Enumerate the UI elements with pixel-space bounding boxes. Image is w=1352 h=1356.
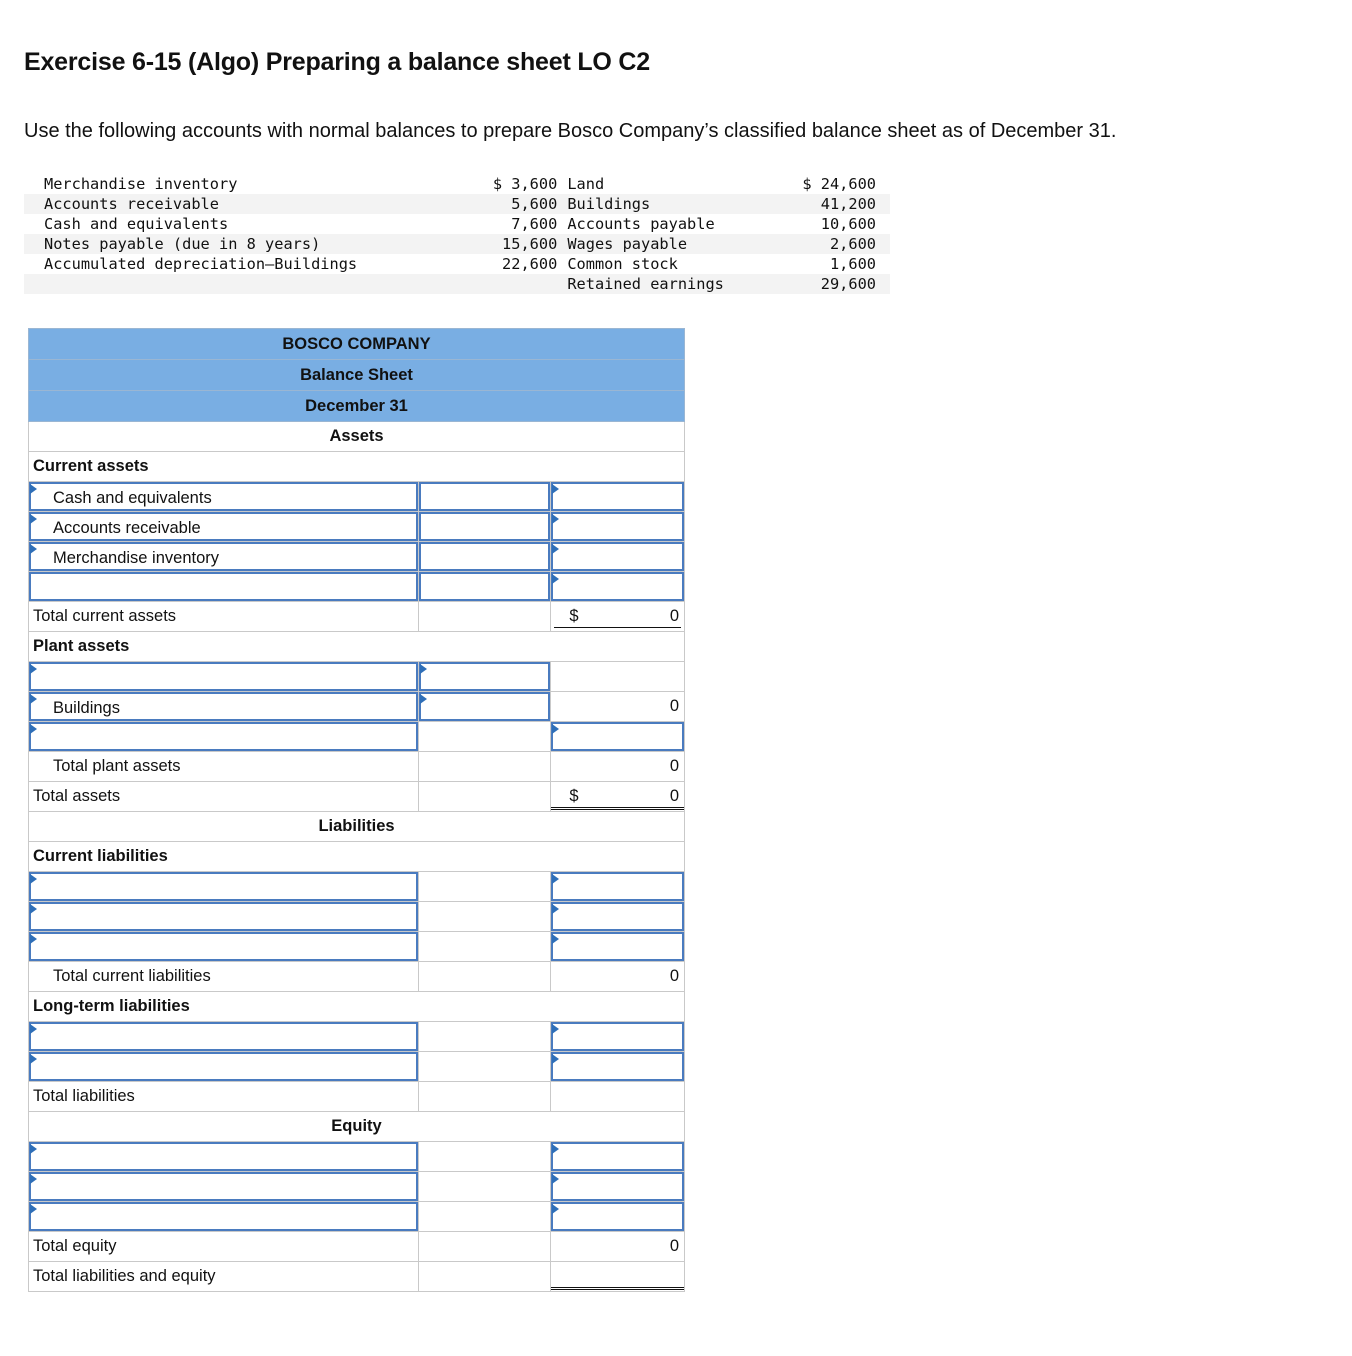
- current-asset-row-4: [29, 572, 685, 602]
- account-name-cell: Wages payable: [567, 234, 802, 254]
- account-name-cell: Common stock: [567, 255, 678, 273]
- total-equity-cell: 0: [551, 1232, 685, 1262]
- account-amount-cell: 22,600: [502, 255, 558, 273]
- plant-assets-label: Plant assets: [29, 632, 685, 662]
- statement-date: December 31: [29, 391, 685, 422]
- account-amount-cell: 15,600: [467, 234, 567, 254]
- equity-row-1: [29, 1142, 685, 1172]
- dropdown-triangle-icon: [30, 664, 37, 674]
- balance-sheet-form: [28, 328, 685, 1292]
- account-amount-cell: 29,600: [802, 274, 890, 294]
- total-current-liabilities-label: Total current liabilities: [29, 962, 419, 992]
- account-row: [24, 174, 890, 194]
- plant-asset-3-total-input[interactable]: [551, 722, 684, 751]
- plant-asset-row-2: [29, 692, 685, 722]
- current-asset-2-total-input[interactable]: [551, 512, 684, 541]
- account-name-cell: Retained earnings: [567, 274, 802, 294]
- current-asset-row-1: [29, 482, 685, 512]
- current-asset-4-total-input[interactable]: [551, 572, 684, 601]
- dropdown-triangle-icon: [30, 1174, 37, 1184]
- dropdown-triangle-icon: [30, 904, 37, 914]
- equity-1-account-select[interactable]: [29, 1142, 418, 1171]
- long-term-liability-1-account-select[interactable]: [29, 1022, 418, 1051]
- account-amount-cell: 41,200: [802, 194, 890, 214]
- dropdown-triangle-icon: [552, 934, 559, 944]
- dropdown-triangle-icon: [552, 514, 559, 524]
- dropdown-triangle-icon: [552, 874, 559, 884]
- assets-heading: Assets: [29, 422, 685, 452]
- company-name: BOSCO COMPANY: [29, 329, 685, 360]
- plant-asset-2-amount-input[interactable]: [419, 692, 551, 721]
- equity-row-3: [29, 1202, 685, 1232]
- dropdown-triangle-icon: [30, 934, 37, 944]
- dropdown-triangle-icon: [30, 694, 37, 704]
- statement-title: Balance Sheet: [29, 360, 685, 391]
- current-liability-row-1: [29, 872, 685, 902]
- account-row: [24, 254, 890, 274]
- current-assets-label: Current assets: [29, 452, 685, 482]
- dropdown-triangle-icon: [552, 1024, 559, 1034]
- total-liabilities-label: Total liabilities: [29, 1082, 419, 1112]
- instructions: Use the following accounts with normal balances to prepare Bosco Company’s classified balance sheet as of December 31.: [24, 120, 1117, 142]
- net-buildings-cell: 0: [551, 692, 685, 722]
- account-amount-cell: 5,600: [467, 194, 567, 214]
- current-liability-row-2: [29, 902, 685, 932]
- total-plant-assets-cell: 0: [551, 752, 685, 782]
- current-asset-1-amount-input[interactable]: [419, 482, 551, 511]
- account-row: [24, 214, 890, 234]
- account-row: [24, 234, 890, 254]
- equity-3-account-select[interactable]: [29, 1202, 418, 1231]
- account-name-cell: Accumulated depreciation—Buildings: [44, 255, 358, 273]
- account-amount-cell: 7,600: [511, 215, 558, 233]
- dropdown-triangle-icon: [552, 574, 559, 584]
- total-liabilities-equity-label: Total liabilities and equity: [29, 1262, 419, 1292]
- current-liability-1-amount-input[interactable]: [551, 872, 684, 901]
- equity-row-2: [29, 1172, 685, 1202]
- total-current-assets-label: Total current assets: [29, 602, 419, 632]
- account-name-cell: Cash and equivalents: [44, 215, 229, 233]
- account-amount-cell: 2,600: [802, 234, 890, 254]
- current-asset-1-total-input[interactable]: [551, 482, 684, 511]
- total-current-assets-cell: $ 0: [551, 602, 685, 632]
- dropdown-triangle-icon: [552, 544, 559, 554]
- accounts-table: [24, 174, 890, 294]
- current-liabilities-label: Current liabilities: [29, 842, 685, 872]
- account-name-cell: [24, 274, 467, 294]
- dropdown-triangle-icon: [30, 484, 37, 494]
- account-name-cell: Merchandise inventory: [44, 175, 238, 193]
- dropdown-triangle-icon: [30, 514, 37, 524]
- equity-3-amount-input[interactable]: [551, 1202, 684, 1231]
- current-asset-3-amount-input[interactable]: [419, 542, 551, 571]
- account-row: [24, 274, 890, 294]
- long-term-liability-row-2: [29, 1052, 685, 1082]
- dropdown-triangle-icon: [552, 904, 559, 914]
- total-assets-cell: $ 0: [551, 782, 685, 812]
- account-amount-cell: [467, 274, 567, 294]
- dropdown-triangle-icon: [30, 1144, 37, 1154]
- current-liability-2-amount-input[interactable]: [551, 902, 684, 931]
- current-asset-3-account-select[interactable]: Merchandise inventory: [29, 542, 418, 571]
- long-term-liability-2-account-select[interactable]: [29, 1052, 418, 1081]
- total-current-liabilities-cell: 0: [551, 962, 685, 992]
- dropdown-triangle-icon: [552, 484, 559, 494]
- current-asset-row-2: [29, 512, 685, 542]
- dropdown-triangle-icon: [30, 724, 37, 734]
- current-asset-3-total-input[interactable]: [551, 542, 684, 571]
- current-asset-4-account-select[interactable]: [29, 572, 418, 601]
- account-name-cell: Notes payable (due in 8 years): [24, 234, 467, 254]
- dropdown-triangle-icon: [552, 1204, 559, 1214]
- long-term-liability-1-amount-input[interactable]: [551, 1022, 684, 1051]
- plant-asset-2-account-select[interactable]: Buildings: [29, 692, 418, 721]
- total-liabilities-cell: [551, 1082, 685, 1112]
- account-amount-cell: 10,600: [820, 215, 876, 233]
- dropdown-triangle-icon: [420, 664, 427, 674]
- current-liability-row-3: [29, 932, 685, 962]
- long-term-liability-2-amount-input[interactable]: [551, 1052, 684, 1081]
- dropdown-triangle-icon: [30, 1054, 37, 1064]
- account-name-cell: Land: [567, 175, 605, 193]
- long-term-liabilities-label: Long-term liabilities: [29, 992, 685, 1022]
- total-liabilities-equity-cell: [551, 1262, 685, 1292]
- plant-asset-row-1: [29, 662, 685, 692]
- liabilities-heading: Liabilities: [29, 812, 685, 842]
- account-name-cell: Buildings: [567, 194, 802, 214]
- current-liability-3-account-select[interactable]: [29, 932, 418, 961]
- dropdown-triangle-icon: [552, 1174, 559, 1184]
- account-name-cell: Accounts receivable: [24, 194, 467, 214]
- total-plant-assets-label: Total plant assets: [29, 752, 419, 782]
- equity-2-amount-input[interactable]: [551, 1172, 684, 1201]
- current-asset-4-amount-input[interactable]: [419, 572, 551, 601]
- dropdown-triangle-icon: [30, 544, 37, 554]
- page-title: Exercise 6-15 (Algo) Preparing a balance sheet LO C2: [24, 48, 650, 76]
- account-amount-cell: $ 3,600: [492, 175, 558, 193]
- plant-asset-1-account-select[interactable]: [29, 662, 418, 691]
- current-liability-2-account-select[interactable]: [29, 902, 418, 931]
- dropdown-triangle-icon: [420, 694, 427, 704]
- equity-2-account-select[interactable]: [29, 1172, 418, 1201]
- current-asset-1-account-select[interactable]: Cash and equivalents: [29, 482, 418, 511]
- dropdown-triangle-icon: [30, 1024, 37, 1034]
- current-liability-3-amount-input[interactable]: [551, 932, 684, 961]
- equity-1-amount-input[interactable]: [551, 1142, 684, 1171]
- long-term-liability-row-1: [29, 1022, 685, 1052]
- dropdown-triangle-icon: [552, 724, 559, 734]
- account-name-cell: Accounts payable: [567, 215, 715, 233]
- dropdown-triangle-icon: [552, 1144, 559, 1154]
- total-equity-label: Total equity: [29, 1232, 419, 1262]
- dropdown-triangle-icon: [30, 1204, 37, 1214]
- plant-asset-1-amount-input[interactable]: [419, 662, 551, 691]
- plant-asset-3-account-select[interactable]: [29, 722, 418, 751]
- current-asset-row-3: [29, 542, 685, 572]
- equity-heading: Equity: [29, 1112, 685, 1142]
- account-row: [24, 194, 890, 214]
- dropdown-triangle-icon: [30, 874, 37, 884]
- account-amount-cell: 1,600: [829, 255, 876, 273]
- plant-asset-row-3: [29, 722, 685, 752]
- current-asset-2-amount-input[interactable]: [419, 512, 551, 541]
- total-assets-label: Total assets: [29, 782, 419, 812]
- account-amount-cell: $ 24,600: [802, 175, 876, 193]
- current-liability-1-account-select[interactable]: [29, 872, 418, 901]
- current-asset-2-account-select[interactable]: Accounts receivable: [29, 512, 418, 541]
- dropdown-triangle-icon: [552, 1054, 559, 1064]
